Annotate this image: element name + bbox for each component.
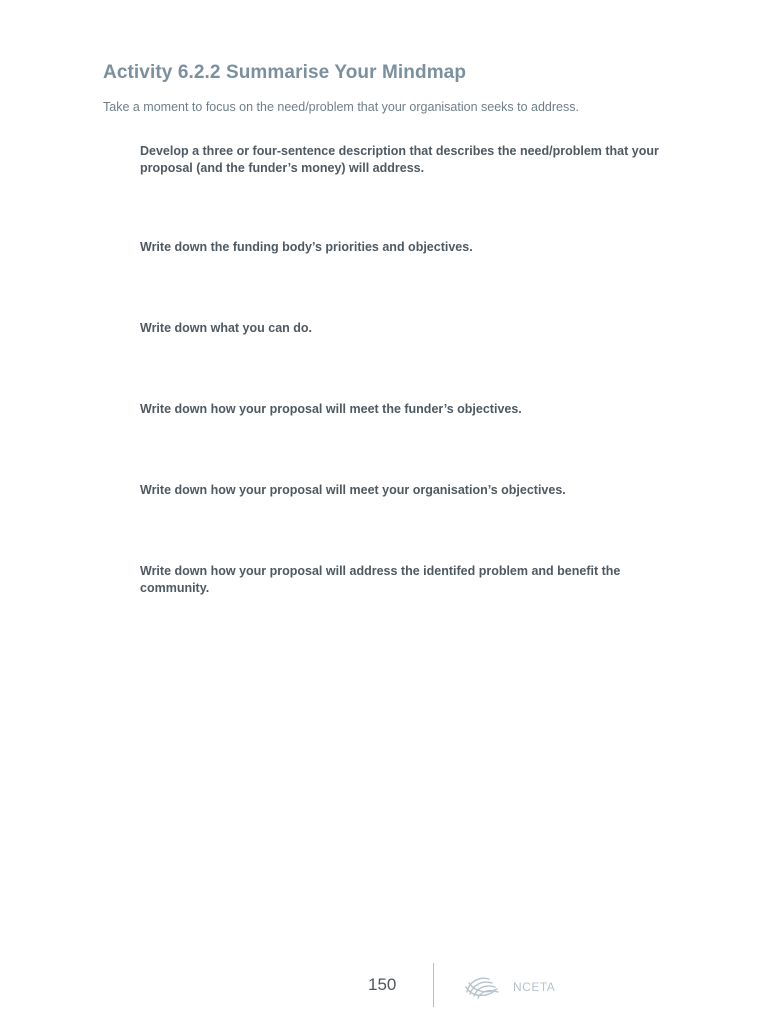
nceta-swirl-logo-icon [463, 972, 563, 1000]
prompt-meet-funder-objectives: Write down how your proposal will meet the funder’s objectives. [140, 402, 522, 416]
prompt-meet-organisation-objectives: Write down how your proposal will meet your organisation’s objectives. [140, 483, 566, 497]
prompt-funder-priorities: Write down the funding body’s priorities and objectives. [140, 240, 473, 254]
nceta-logo-text: NCETA [513, 980, 556, 994]
prompt-address-problem: Write down how your proposal will address the identifed problem and benefit the community. [140, 564, 621, 595]
nceta-logo [463, 972, 563, 1000]
intro-text: Take a moment to focus on the need/problem that your organisation seeks to address. [103, 100, 579, 114]
prompt-need-description: Develop a three or four-sentence description that describes the need/problem that your proposal (and the funder’s money) will address. [140, 144, 659, 175]
prompt-what-you-can-do: Write down what you can do. [140, 321, 312, 335]
footer-divider [433, 963, 434, 1007]
page-title: Activity 6.2.2 Summarise Your Mindmap [103, 62, 467, 83]
page-number: 150 [368, 975, 397, 994]
